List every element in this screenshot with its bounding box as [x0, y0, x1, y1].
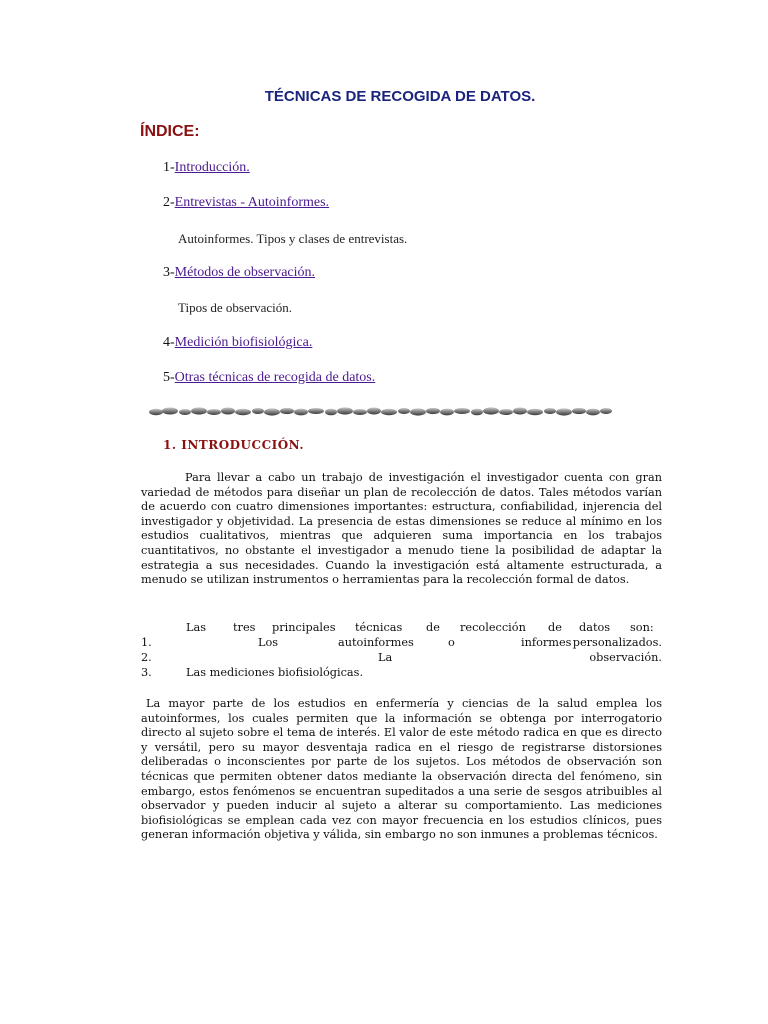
toc-subitem-tipos-observacion: Tipos de observación.	[178, 300, 292, 315]
list-word: principales	[272, 621, 336, 634]
paragraph-summary-text: La mayor parte de los estudios en enfermería y ciencias de la salud emplea los autoinformes, los cuales permiten que la información se obtenga por interrogatorio directo al sujeto sobre el tema de interés. El valor de este método radica en que es directo y versátil, pero su mayor desventaja radica en el riesgo de registrarse distorsiones deliberadas o inconscientes por parte de los sujetos. Los métodos de observación son técnicas que permiten obtener datos mediante la observación directa del fenómeno, sin embargo, estos fenómenos se encuentran supeditados a una serie de sesgos atribuibles al observador y pueden inducir al sujeto a alterar su comportamiento. Las mediciones biofisiológicas se emplean cada vez con mayor frecuencia en los estudios clínicos, pues generan información objetiva y válida, sin embargo no son inmunes a problemas técnicos.	[141, 697, 662, 842]
toc-number: 4-	[163, 335, 175, 350]
pebble-divider	[148, 404, 614, 420]
toc-item-entrevistas	[163, 195, 329, 211]
list-word: tres	[233, 621, 256, 634]
toc-item-otras-tecnicas	[163, 370, 375, 386]
section-heading-introduccion: 1. INTRODUCCIÓN.	[163, 438, 305, 452]
paragraph-summary	[141, 697, 662, 843]
toc-number: 1-	[163, 160, 175, 175]
list-item	[141, 666, 662, 681]
toc-number: 2-	[163, 195, 175, 210]
toc-link-introduccion[interactable]: Introducción.	[174, 160, 250, 175]
list-item-number: 1.	[141, 636, 152, 649]
list-word: Las	[186, 621, 207, 634]
list-word: son:	[630, 621, 654, 634]
list-intro	[141, 621, 662, 636]
list-item-number: 2.	[141, 651, 152, 664]
index-heading: ÍNDICE:	[140, 123, 200, 140]
toc-number: 3-	[163, 265, 175, 280]
toc-item-introduccion	[163, 160, 250, 176]
toc-link-observacion[interactable]: Métodos de observación.	[174, 265, 316, 280]
list-word: técnicas	[355, 621, 403, 634]
list-item	[141, 651, 662, 666]
list-item-number: 3.	[141, 666, 152, 679]
list-word: de	[426, 621, 440, 634]
paragraph-intro-text: Para llevar a cabo un trabajo de investigación el investigador cuenta con gran variedad de métodos para diseñar un plan de recolección de datos. Tales métodos varían de acuerdo con cuatro dimensiones importantes: estructura, confiabilidad, injerencia del investigador y objetividad. La presencia de estas dimensiones se reduce al mínimo en los estudios cualitativos, mientras que adquieren suma importancia en los trabajos cuantitativos, no obstante el investigador a menudo tiene la posibilidad de adaptar la estrategia a sus necesidades. Cuando la investigación está altamente estructurada, a menudo se utilizan instrumentos o herramientas para la recolección formal de datos.	[141, 471, 662, 587]
list-word: observación.	[589, 651, 662, 664]
toc-item-observacion	[163, 265, 315, 281]
toc-link-biofisiologica[interactable]: Medición biofisiológica.	[174, 335, 313, 350]
list-word: de	[548, 621, 562, 634]
list-word: Los	[258, 636, 279, 649]
list-word: o	[448, 636, 455, 649]
list-word: La	[378, 651, 393, 664]
list-word: datos	[579, 621, 611, 634]
toc-number: 5-	[163, 370, 175, 385]
list-item	[141, 636, 662, 651]
toc-item-biofisiologica	[163, 335, 312, 351]
list-word: informes	[521, 636, 572, 649]
toc-link-entrevistas[interactable]: Entrevistas - Autoinformes.	[174, 195, 330, 210]
paragraph-intro	[141, 471, 662, 588]
list-word: autoinformes	[338, 636, 414, 649]
list-word: recolección	[460, 621, 526, 634]
techniques-list	[141, 621, 662, 685]
toc-link-otras-tecnicas[interactable]: Otras técnicas de recogida de datos.	[174, 370, 376, 385]
list-word: Las mediciones biofisiológicas.	[186, 666, 364, 679]
toc-subitem-autoinformes: Autoinformes. Tipos y clases de entrevistas.	[178, 231, 408, 246]
list-word: personalizados.	[572, 636, 662, 649]
page-title: TÉCNICAS DE RECOGIDA DE DATOS.	[264, 88, 536, 105]
